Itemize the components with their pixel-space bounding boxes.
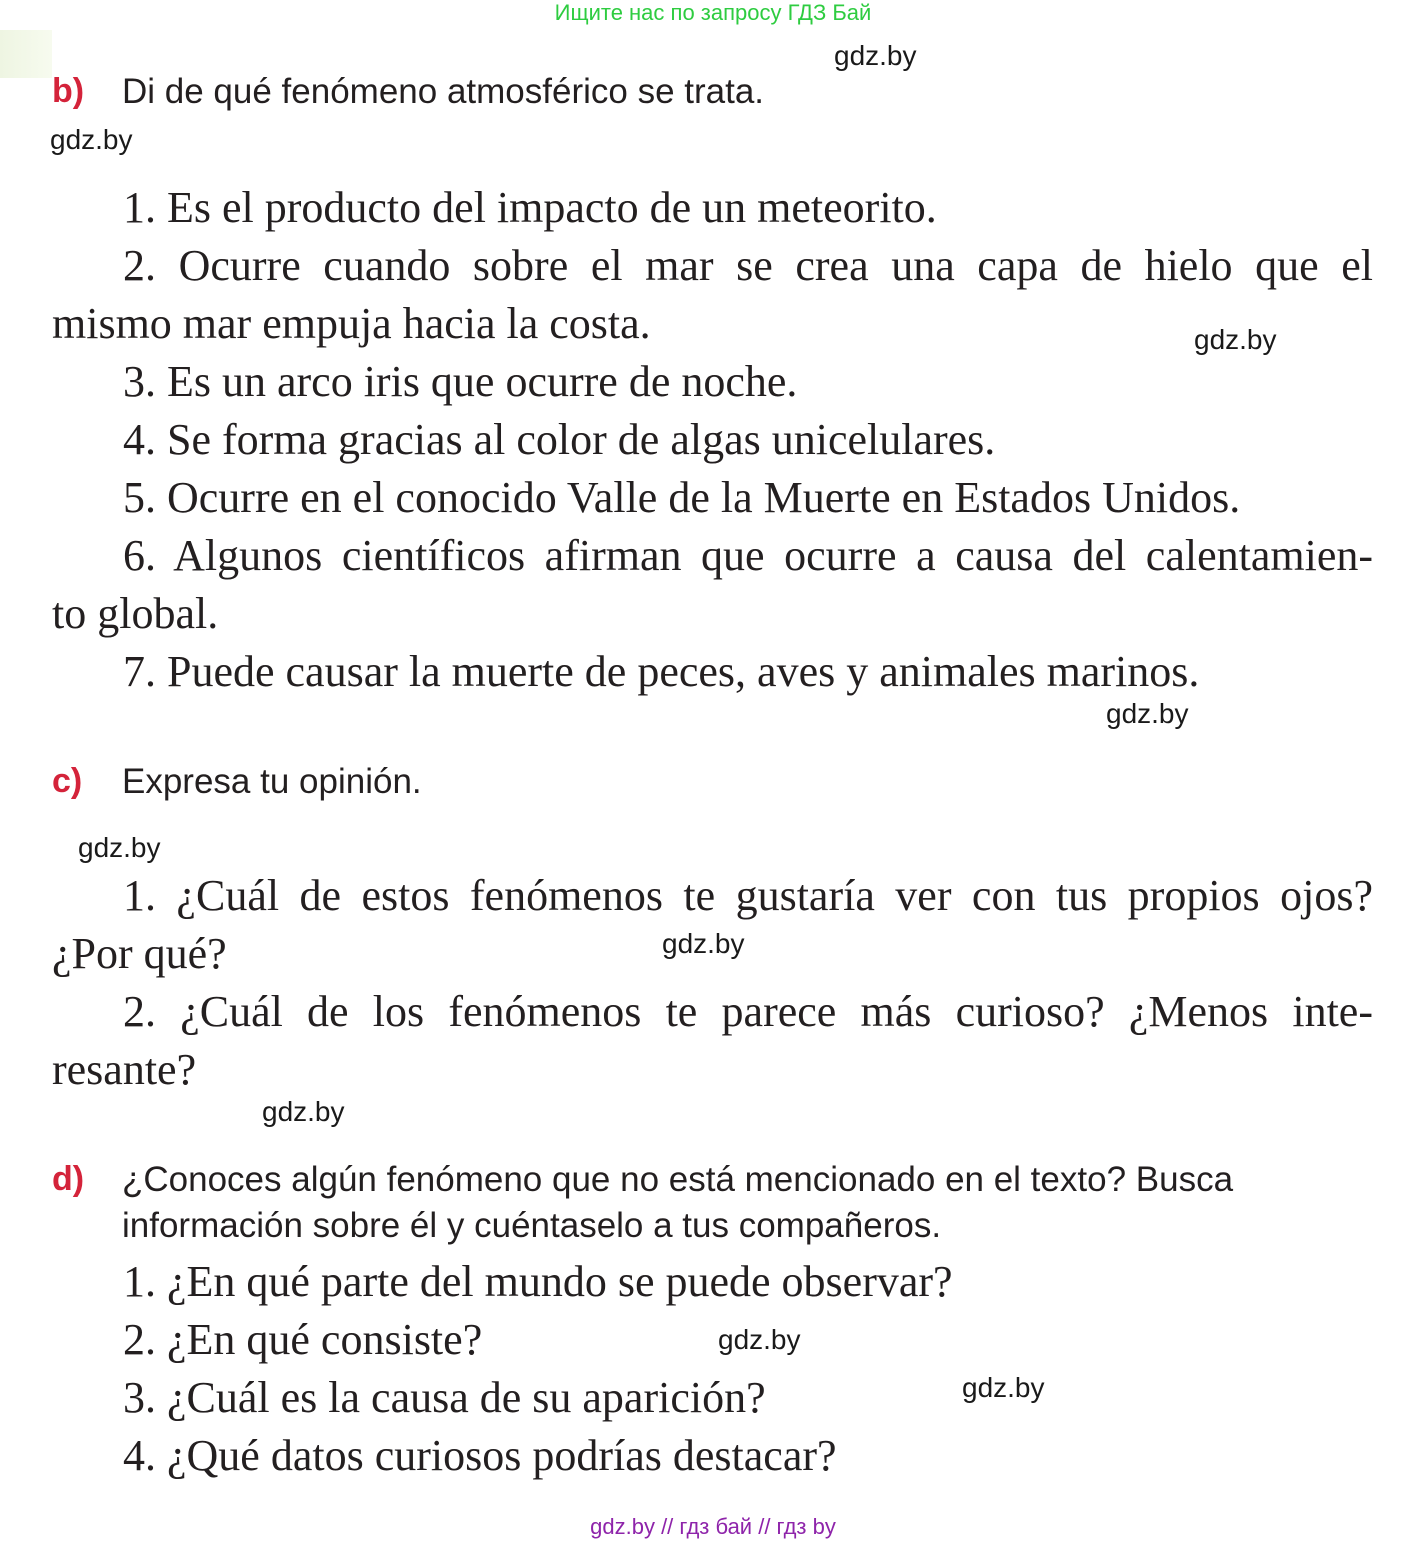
footer-links: gdz.by // гдз бай // гдз by <box>590 1514 836 1539</box>
section-d-item-1: 1. ¿En qué parte del mundo se puede observar? <box>123 1257 953 1306</box>
section-c-item-1-line-2: ¿Por qué? <box>52 929 227 978</box>
section-b-item-7: 7. Puede causar la muerte de peces, aves y animales marinos. <box>123 647 1200 696</box>
watermark: gdz.by <box>718 1324 801 1355</box>
section-c-item-1-line-1: 1. ¿Cuál de estos fenómenos te gustaría ver con tus propios ojos? <box>123 871 1373 920</box>
watermark: gdz.by <box>50 124 133 155</box>
section-c-item-2-line-2: resante? <box>52 1045 197 1094</box>
section-b-item-1: 1. Es el producto del impacto de un meteorito. <box>123 183 937 232</box>
section-b-instruction: Di de qué fenómeno atmosférico se trata. <box>122 72 765 111</box>
section-b-item-2-line-1: 2. Ocurre cuando sobre el mar se crea una capa de hielo que el <box>123 241 1373 290</box>
section-c-marker: c) <box>52 762 83 800</box>
watermark: gdz.by <box>962 1372 1045 1403</box>
watermark: gdz.by <box>78 832 161 863</box>
section-b-item-6-line-2: to global. <box>52 589 219 638</box>
section-b-item-4: 4. Se forma gracias al color de algas unicelulares. <box>123 415 996 464</box>
section-c-item-2-line-1: 2. ¿Cuál de los fenómenos te parece más curioso? ¿Menos inte- <box>123 987 1373 1036</box>
section-b-item-6-line-1: 6. Algunos científicos afirman que ocurre a causa del calentamien- <box>123 531 1373 580</box>
watermark: gdz.by <box>662 928 745 959</box>
watermark: gdz.by <box>1194 324 1277 355</box>
section-b-item-2-line-2: mismo mar empuja hacia la costa. <box>52 299 651 348</box>
top-banner: Ищите нас по запросу ГДЗ Бай <box>554 0 872 25</box>
watermark: gdz.by <box>834 40 917 71</box>
section-d-item-4: 4. ¿Qué datos curiosos podrías destacar? <box>123 1431 837 1480</box>
section-b-item-5: 5. Ocurre en el conocido Valle de la Muerte en Estados Unidos. <box>123 473 1241 522</box>
section-d-instruction-line-1: ¿Conoces algún fenómeno que no está mencionado en el texto? Busca <box>122 1160 1234 1199</box>
section-b-item-3: 3. Es un arco iris que ocurre de noche. <box>123 357 798 406</box>
section-d-item-3: 3. ¿Cuál es la causa de su aparición? <box>123 1373 766 1422</box>
section-d-marker: d) <box>52 1160 85 1198</box>
section-b-marker: b) <box>52 72 85 110</box>
section-d-instruction-line-2: información sobre él y cuéntaselo a tus compañeros. <box>122 1206 942 1245</box>
watermark: gdz.by <box>1106 698 1189 729</box>
watermark: gdz.by <box>262 1096 345 1127</box>
section-c-instruction: Expresa tu opinión. <box>122 762 422 801</box>
corner-decoration <box>0 30 52 78</box>
section-d-item-2: 2. ¿En qué consiste? <box>123 1315 483 1364</box>
